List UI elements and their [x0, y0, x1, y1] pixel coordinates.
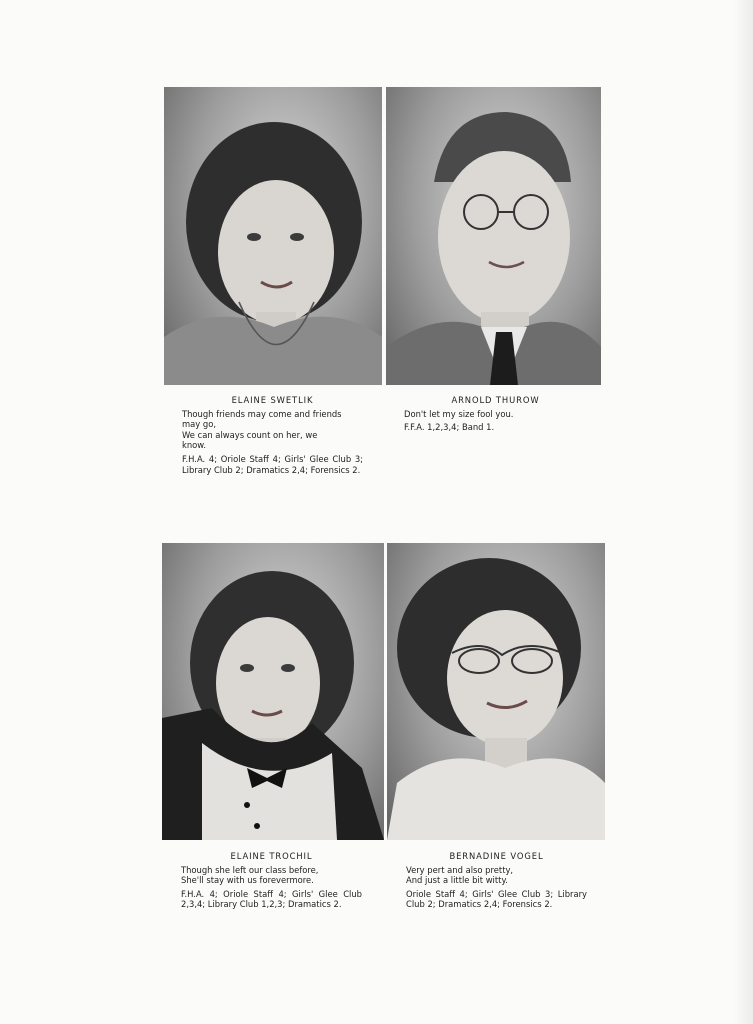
caption-arnold-thurow — [404, 395, 587, 433]
senior-name: BERNADINE VOGEL — [449, 851, 544, 861]
caption-elaine-trochil — [181, 851, 362, 910]
portrait-photo-elaine-trochil — [162, 543, 384, 840]
caption-elaine-swetlik — [182, 395, 363, 475]
senior-quote: Though friends may come and friends may go, We can always count on her, we know. — [182, 408, 342, 451]
senior-quote: Very pert and also pretty, And just a little bit witty. — [406, 864, 514, 886]
page-edge-shadow — [733, 0, 753, 1024]
senior-activities: Oriole Staff 4; Girls' Glee Club 3; Library Club 2; Dramatics 2,4; Forensics 2. — [406, 888, 587, 910]
senior-name: ELAINE SWETLIK — [231, 395, 314, 405]
senior-activities: F.F.A. 1,2,3,4; Band 1. — [404, 422, 495, 433]
senior-activities: F.H.A. 4; Oriole Staff 4; Girls' Glee Club 2,3,4; Library Club 1,2,3; Dramatics 2. — [181, 888, 362, 910]
senior-name: ELAINE TROCHIL — [230, 851, 313, 861]
senior-name: ARNOLD THUROW — [451, 395, 540, 405]
portrait-photo-arnold-thurow — [386, 87, 601, 385]
senior-quote: Though she left our class before, She'll stay with us forevermore. — [181, 864, 319, 886]
senior-quote: Don't let my size fool you. — [404, 408, 514, 419]
senior-activities: F.H.A. 4; Oriole Staff 4; Girls' Glee Club 3; Library Club 2; Dramatics 2,4; Forensics 2. — [182, 453, 363, 475]
portrait-photo-elaine-swetlik — [164, 87, 382, 385]
caption-bernadine-vogel — [406, 851, 587, 910]
portrait-photo-bernadine-vogel — [387, 543, 605, 840]
